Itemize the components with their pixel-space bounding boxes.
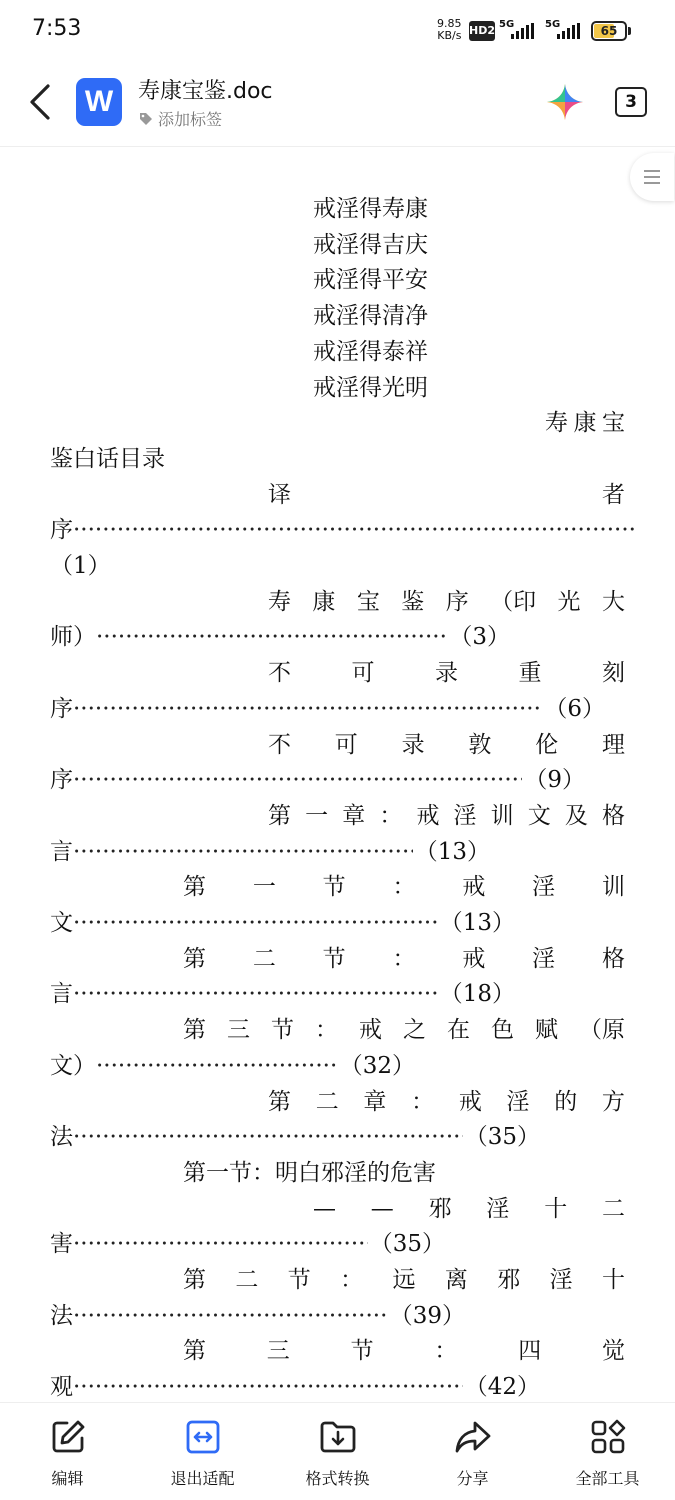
- toc-entry-char: 节: [322, 945, 346, 972]
- all-tools-button[interactable]: [540, 1403, 675, 1500]
- status-bar: [0, 0, 675, 62]
- motto-line: [313, 193, 428, 225]
- toc-entry-char: ：: [379, 802, 403, 829]
- motto-line: [313, 264, 428, 296]
- toc-entry-tail-text: 言: [50, 838, 73, 865]
- leader-dots: [73, 1371, 463, 1402]
- signal-label-2: 5G: [545, 19, 561, 30]
- toc-entry-char: 淫: [486, 1195, 510, 1222]
- toc-title-line-1: [545, 407, 625, 439]
- motto-text: 戒淫得清净: [313, 303, 428, 330]
- toc-entry-leader-line: [50, 978, 515, 1010]
- toc-entry-char: 节: [322, 874, 346, 901]
- toc-entry-char: ：: [315, 1017, 338, 1044]
- toc-entry-char: 一: [252, 874, 276, 901]
- toc-entry-tail-text: 序: [50, 517, 73, 544]
- toc-entry-char: 节: [271, 1017, 294, 1044]
- motto-text: 戒淫得泰祥: [313, 338, 428, 365]
- toc-entry-char: 第: [268, 1088, 291, 1115]
- document-header: [0, 62, 675, 147]
- toc-entry-char: 译: [268, 481, 291, 508]
- toc-title-char: 康: [573, 410, 597, 437]
- toc-entry-char: 戒: [462, 874, 486, 901]
- toc-entry-char: 十: [544, 1195, 568, 1222]
- toc-entry-char: 淫: [453, 802, 477, 829]
- toc-entry-char: ：: [392, 945, 416, 972]
- toc-entry-tail-text: 法: [50, 1124, 73, 1151]
- toc-entry-char: 色: [491, 1017, 514, 1044]
- toc-entry-char: 淫: [532, 945, 556, 972]
- toc-entry-leader-line: [50, 1228, 445, 1260]
- toc-entry-char: 之: [403, 1017, 426, 1044]
- tag-icon: [138, 111, 154, 127]
- battery-percent: 65: [600, 24, 618, 38]
- signal-label-1: 5G: [499, 19, 515, 30]
- toc-entry-char: 可: [351, 660, 375, 687]
- back-button[interactable]: [22, 80, 58, 124]
- toc-entry-char: 鉴: [401, 588, 425, 615]
- toc-entry-char: （印: [490, 588, 537, 615]
- toc-title-line-2: [50, 443, 165, 475]
- toc-entry-tail-text: 序: [50, 767, 73, 794]
- toc-entry-char: 方: [601, 1088, 625, 1115]
- toc-entry-char: 第: [183, 874, 206, 901]
- toc-entry-char: 重: [518, 660, 542, 687]
- toc-entry-char: —: [370, 1195, 394, 1222]
- leader-dots: [73, 693, 542, 725]
- motto-text: 戒淫得寿康: [313, 196, 428, 222]
- toc-entry-leader-line: [50, 621, 510, 653]
- toc-entry-line: [183, 1335, 625, 1367]
- leader-dots: [73, 1121, 463, 1153]
- toc-page-number: （39）: [389, 1302, 465, 1329]
- toc-entry-char: 节: [350, 1338, 374, 1365]
- leader-dots: [96, 621, 447, 653]
- toc-entry-text: 第一节：明白邪淫的危害: [183, 1159, 436, 1186]
- chevron-left-icon: [22, 80, 58, 124]
- exit-fit-icon: [185, 1419, 221, 1455]
- exit-fit-button[interactable]: [135, 1403, 270, 1500]
- toc-title-char: 宝: [602, 410, 625, 437]
- share-icon: [454, 1419, 492, 1455]
- toc-entry-leader-line: [50, 1121, 540, 1153]
- share-label: 分享: [456, 1469, 489, 1488]
- toc-entry-char: 寿: [268, 588, 291, 615]
- toc-entry-char: 一: [305, 802, 329, 829]
- motto-text: 戒淫得光明: [313, 374, 428, 401]
- toc-entry-line: [183, 871, 625, 903]
- toc-entry-char: 序: [445, 588, 469, 615]
- toc-entry-char: 第: [183, 1267, 206, 1293]
- toc-entry-char: —: [313, 1195, 336, 1222]
- leader-dots: [73, 1300, 388, 1332]
- toc-entry-char: 可: [334, 731, 358, 758]
- toc-entry-line: [183, 1014, 625, 1046]
- toc-entry-char: 戒: [462, 945, 486, 972]
- toc-entry-char: 赋: [535, 1017, 558, 1044]
- toc-entry-leader-line: [50, 836, 490, 868]
- toc-entry-char: 戒: [458, 1088, 482, 1115]
- leader-dots: [73, 764, 522, 796]
- format-convert-icon: [319, 1419, 357, 1455]
- toc-entry-char: ：: [411, 1088, 435, 1115]
- toc-entry-char: 训: [601, 874, 625, 901]
- word-app-icon: W: [76, 78, 122, 126]
- leader-dots: [96, 1050, 338, 1082]
- toc-entry-char: 二: [252, 945, 276, 972]
- toc-entry-char: 不: [268, 660, 291, 687]
- leader-dots: [73, 514, 635, 546]
- toc-entry-char: 第: [183, 1017, 206, 1044]
- toc-entry-line: [183, 943, 625, 975]
- toc-entry-char: 三: [227, 1017, 250, 1044]
- toc-page-number: （32）: [339, 1052, 415, 1079]
- toc-entry-char: 理: [601, 731, 625, 758]
- toc-entry-line: [183, 1264, 625, 1296]
- leader-dots: [73, 836, 413, 868]
- toc-entry-char: 淫: [532, 874, 556, 901]
- toc-page-number: （9）: [524, 767, 585, 794]
- motto-line: [313, 372, 428, 404]
- toc-entry-char: 的: [554, 1088, 578, 1115]
- toc-entry-leader-line: [50, 514, 635, 546]
- toc-entry-char: ：: [340, 1267, 364, 1293]
- toc-entry-page-line: [50, 550, 111, 582]
- all-tools-label: 全部工具: [575, 1469, 640, 1488]
- format-convert-label: 格式转换: [305, 1469, 370, 1488]
- toc-entry-char: 淫: [506, 1088, 530, 1115]
- toc-page-number: （13）: [414, 838, 490, 865]
- toc-entry-char: 十: [602, 1267, 625, 1293]
- toc-entry-char: 二: [315, 1088, 339, 1115]
- toc-entry-line: [268, 479, 625, 511]
- toc-entry-char: 节: [287, 1267, 311, 1293]
- network-speed-unit: KB/s: [437, 29, 462, 42]
- toc-entry-char: 第: [183, 1338, 206, 1365]
- toc-page-number: （42）: [464, 1374, 540, 1401]
- toc-entry-char: 宝: [356, 588, 380, 615]
- toc-entry-char: 第: [268, 802, 291, 829]
- toc-entry-char: 光: [557, 588, 581, 615]
- motto-line: [313, 300, 428, 332]
- toc-entry-char: 觉: [601, 1338, 625, 1365]
- tab-count-button[interactable]: 3: [615, 87, 647, 117]
- leader-dots: [73, 1228, 368, 1260]
- share-button[interactable]: [405, 1403, 540, 1500]
- toc-entry-char: 康: [312, 588, 336, 615]
- toc-entry-char: 二: [601, 1195, 625, 1222]
- toc-page-number: （13）: [439, 910, 515, 936]
- toc-entry-char: 戒: [416, 802, 440, 829]
- toc-entry-char: 章: [363, 1088, 387, 1115]
- toc-title-text: 鉴白话目录: [50, 445, 165, 472]
- toc-entry-char: 四: [518, 1338, 542, 1365]
- toc-entry-tail-text: 序: [50, 695, 73, 722]
- toc-entry-line: [268, 586, 625, 618]
- motto-line: [313, 229, 428, 261]
- network-speed-value: 9.85: [437, 17, 462, 30]
- exit-fit-label: 退出适配: [170, 1469, 235, 1488]
- toc-entry-char: 文: [527, 802, 551, 829]
- toc-entry-char: 不: [268, 731, 291, 758]
- toc-entry-char: 离: [444, 1267, 468, 1293]
- toc-entry-char: 邪: [428, 1195, 452, 1222]
- toc-entry-leader-line: [50, 764, 585, 796]
- toc-entry-leader-line: [50, 1300, 465, 1332]
- toc-entry-tail-text: 法: [50, 1302, 73, 1329]
- toc-page-number: （35）: [369, 1231, 445, 1258]
- toc-entry-char: ：: [392, 874, 416, 901]
- toc-entry-char: 录: [435, 660, 458, 687]
- toc-entry-char: 训: [490, 802, 514, 829]
- add-tag-button[interactable]: [138, 107, 222, 130]
- toc-page-number: （1）: [50, 553, 111, 579]
- toc-entry-tail-text: 文: [50, 910, 73, 936]
- edit-button[interactable]: [0, 1403, 135, 1500]
- toc-entry-char: 三: [266, 1338, 290, 1365]
- toc-entry-char: 在: [447, 1017, 470, 1044]
- edit-icon: [50, 1419, 86, 1455]
- all-tools-icon: [590, 1419, 626, 1455]
- toc-entry-char: 淫: [549, 1267, 573, 1293]
- toc-entry-tail-text: 观: [50, 1374, 73, 1401]
- hd-voice-icon: HD2: [469, 21, 495, 41]
- motto-line: [313, 336, 428, 368]
- toc-entry-tail-text: 师）: [50, 624, 96, 651]
- toc-entry-char: 章: [342, 802, 366, 829]
- toc-entry-leader-line: [50, 1050, 415, 1082]
- toc-entry-char: 格: [601, 945, 625, 972]
- toc-entry-leader-line: [50, 693, 605, 725]
- leader-dots: [73, 907, 438, 939]
- status-time: 7:53: [32, 16, 82, 41]
- toc-entry-char: 格: [601, 802, 625, 829]
- toc-entry-line: [268, 657, 625, 689]
- toc-entry-char: ：: [434, 1338, 458, 1365]
- motto-text: 戒淫得平安: [313, 267, 428, 294]
- network-speed: [437, 18, 462, 42]
- toc-entry-char: （原: [579, 1017, 625, 1044]
- toc-entry-char: 者: [602, 481, 625, 508]
- toc-entry-char: 及: [564, 802, 588, 829]
- toc-entry-line: [268, 729, 625, 761]
- toc-entry-char: 第: [183, 945, 206, 972]
- bottom-toolbar: [0, 1402, 675, 1500]
- toc-entry-char: 录: [401, 731, 425, 758]
- toc-entry-char: 伦: [535, 731, 559, 758]
- add-tag-label: 添加标签: [158, 110, 223, 129]
- toc-entry-char: 大: [601, 588, 625, 615]
- toc-entry-char: 远: [392, 1267, 416, 1293]
- toc-title-char: 寿: [545, 410, 568, 437]
- toc-entry-line: [313, 1193, 625, 1225]
- toc-page-number: （3）: [449, 624, 510, 651]
- toc-entry-char: 刻: [602, 660, 625, 687]
- document-title: 寿康宝鉴.doc: [138, 79, 273, 104]
- battery-icon: [591, 21, 627, 41]
- toc-entry-tail-text: 文）: [50, 1052, 96, 1079]
- toc-page-number: （6）: [544, 695, 605, 722]
- toc-page-number: （35）: [464, 1124, 540, 1151]
- format-convert-button[interactable]: [270, 1403, 405, 1500]
- edit-label: 编辑: [51, 1469, 84, 1488]
- toc-entry-char: 敦: [468, 731, 492, 758]
- toc-entry-char: 戒: [359, 1017, 382, 1044]
- leader-dots: [73, 978, 438, 1010]
- ai-assistant-button[interactable]: [545, 82, 585, 122]
- toc-entry-tail-text: 言: [50, 981, 73, 1008]
- motto-text: 戒淫得吉庆: [313, 231, 428, 258]
- toc-entry-tail-text: 害: [50, 1231, 73, 1258]
- toc-entry-line: [183, 1157, 436, 1189]
- toc-entry-leader-line: [50, 1371, 540, 1402]
- sparkle-icon: [545, 82, 585, 122]
- toc-entry-char: 邪: [497, 1267, 521, 1293]
- toc-entry-line: [268, 1086, 625, 1118]
- toc-entry-line: [268, 800, 625, 832]
- document-content[interactable]: [0, 150, 675, 1402]
- toc-page-number: （18）: [439, 981, 515, 1008]
- toc-entry-leader-line: [50, 907, 515, 939]
- toc-entry-char: 二: [235, 1267, 259, 1293]
